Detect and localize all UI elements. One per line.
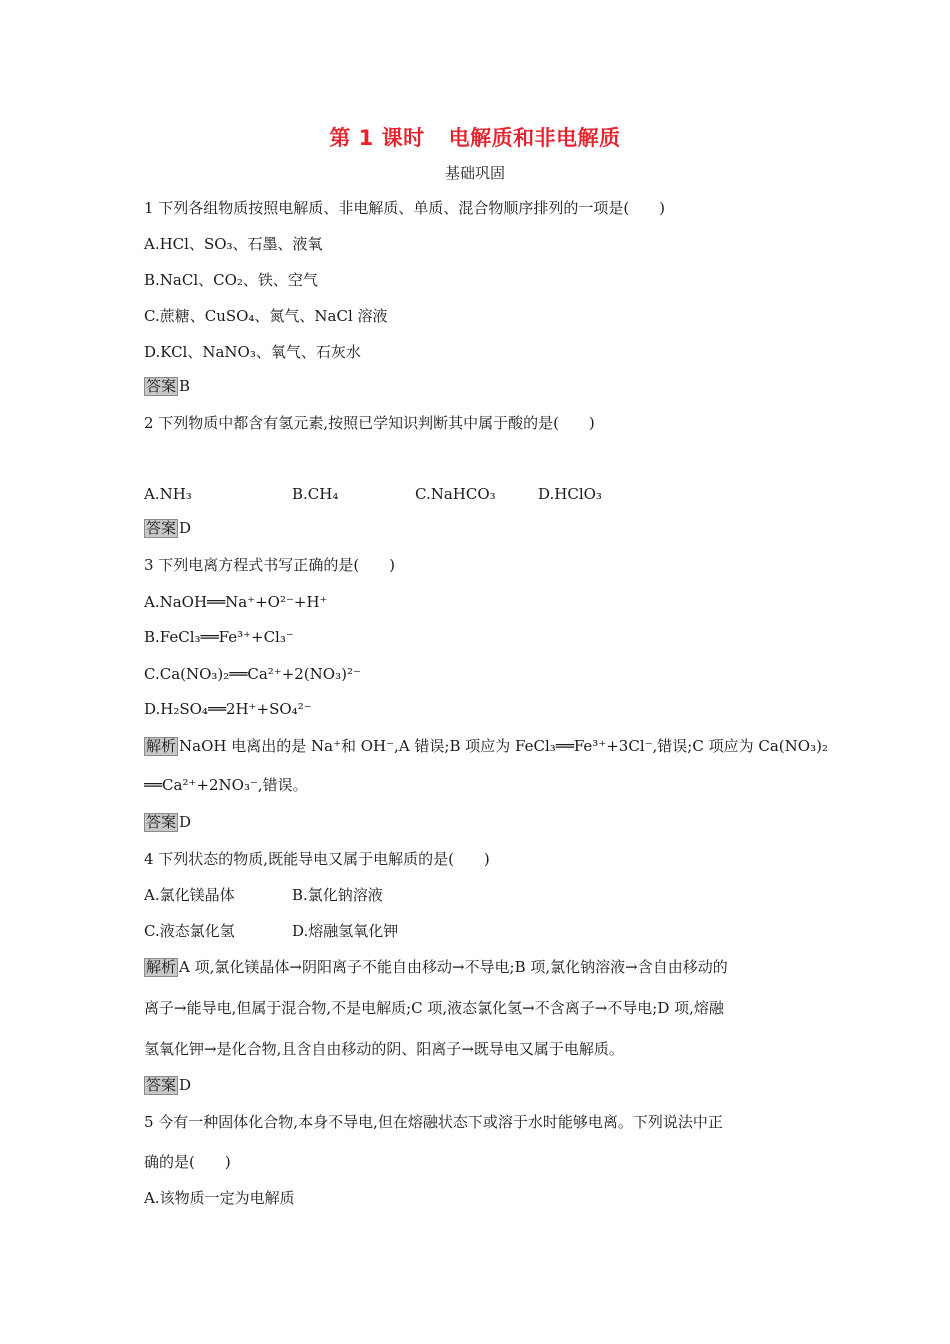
q4-option-c: C.液态氯化氢 <box>144 922 235 940</box>
q2-stem: 2 下列物质中都含有氢元素,按照已学知识判断其中属于酸的是( ) <box>144 414 595 432</box>
answer-tag: 答案 <box>146 1076 177 1094</box>
analysis-tag: 解析 <box>146 958 177 976</box>
page-title <box>0 122 950 152</box>
q1-stem: 1 下列各组物质按照电解质、非电解质、单质、混合物顺序排列的一项是( ) <box>144 199 666 217</box>
q3-option-c: C.Ca(NO₃)₂══Ca²⁺+2(NO₃)²⁻ <box>144 665 361 683</box>
q2-option-d: D.HClO₃ <box>538 485 602 503</box>
q2-option-b: B.CH₄ <box>292 485 339 503</box>
q2-options <box>144 484 602 504</box>
lesson-title: 电解质和非电解质 <box>448 126 621 150</box>
q1-answer <box>144 376 190 396</box>
q2-option-a: A.NH₃ <box>144 485 192 503</box>
analysis-tag: 解析 <box>146 737 177 755</box>
answer-tag: 答案 <box>146 813 177 831</box>
q4-analysis-line-3: 氢氧化钾→是化合物,且含自由移动的阴、阳离子→既导电又属于电解质。 <box>144 1040 624 1058</box>
q2-answer-value: D <box>179 519 192 537</box>
q4-answer <box>144 1075 191 1095</box>
q3-answer-value: D <box>179 813 192 831</box>
q4-stem: 4 下列状态的物质,既能导电又属于电解质的是( ) <box>144 850 490 868</box>
q5-stem-line-2: 确的是( ) <box>144 1153 231 1171</box>
q3-answer <box>144 812 191 832</box>
q3-stem: 3 下列电离方程式书写正确的是( ) <box>144 556 396 574</box>
q2-answer <box>144 518 191 538</box>
q2-option-c: C.NaHCO₃ <box>415 485 496 503</box>
q4-options-row-2 <box>144 921 398 941</box>
q4-answer-value: D <box>179 1076 192 1094</box>
q4-analysis-text-1: A 项,氯化镁晶体→阴阳离子不能自由移动→不导电;B 项,氯化钠溶液→含自由移动的 <box>179 958 728 976</box>
q4-analysis-line-1 <box>144 957 728 977</box>
lesson-number: 第 1 课时 <box>329 126 425 150</box>
q4-option-b: B.氯化钠溶液 <box>292 886 383 904</box>
q3-analysis-text-1: NaOH 电离出的是 Na⁺和 OH⁻,A 错误;B 项应为 FeCl₃══Fe³⁺+3Cl⁻,错误;C 项应为 Ca(NO₃)₂ <box>179 737 828 755</box>
q3-option-b: B.FeCl₃══Fe³⁺+Cl₃⁻ <box>144 628 294 646</box>
q1-answer-value: B <box>179 377 191 395</box>
q3-analysis-line-2: ══Ca²⁺+2NO₃⁻,错误。 <box>144 776 308 794</box>
q3-option-a: A.NaOH══Na⁺+O²⁻+H⁺ <box>144 593 328 611</box>
q1-option-c: C.蔗糖、CuSO₄、氮气、NaCl 溶液 <box>144 307 388 325</box>
q4-options-row-1 <box>144 885 383 905</box>
q5-stem-line-1: 5 今有一种固体化合物,本身不导电,但在熔融状态下或溶于水时能够电离。下列说法中正 <box>144 1113 723 1131</box>
q1-option-b: B.NaCl、CO₂、铁、空气 <box>144 271 318 289</box>
section-subtitle: 基础巩固 <box>444 164 505 182</box>
q5-option-a: A.该物质一定为电解质 <box>144 1189 295 1207</box>
q3-analysis-line-1 <box>144 736 828 756</box>
answer-tag: 答案 <box>146 519 177 537</box>
q4-option-d: D.熔融氢氧化钾 <box>292 922 399 940</box>
q1-option-d: D.KCl、NaNO₃、氧气、石灰水 <box>144 343 361 361</box>
q1-option-a: A.HCl、SO₃、石墨、液氧 <box>144 235 323 253</box>
q4-analysis-line-2: 离子→能导电,但属于混合物,不是电解质;C 项,液态氯化氢→不含离子→不导电;D 项,熔融 <box>144 999 724 1017</box>
answer-tag: 答案 <box>146 377 177 395</box>
q3-option-d: D.H₂SO₄══2H⁺+SO₄²⁻ <box>144 700 312 718</box>
q4-option-a: A.氯化镁晶体 <box>144 886 235 904</box>
